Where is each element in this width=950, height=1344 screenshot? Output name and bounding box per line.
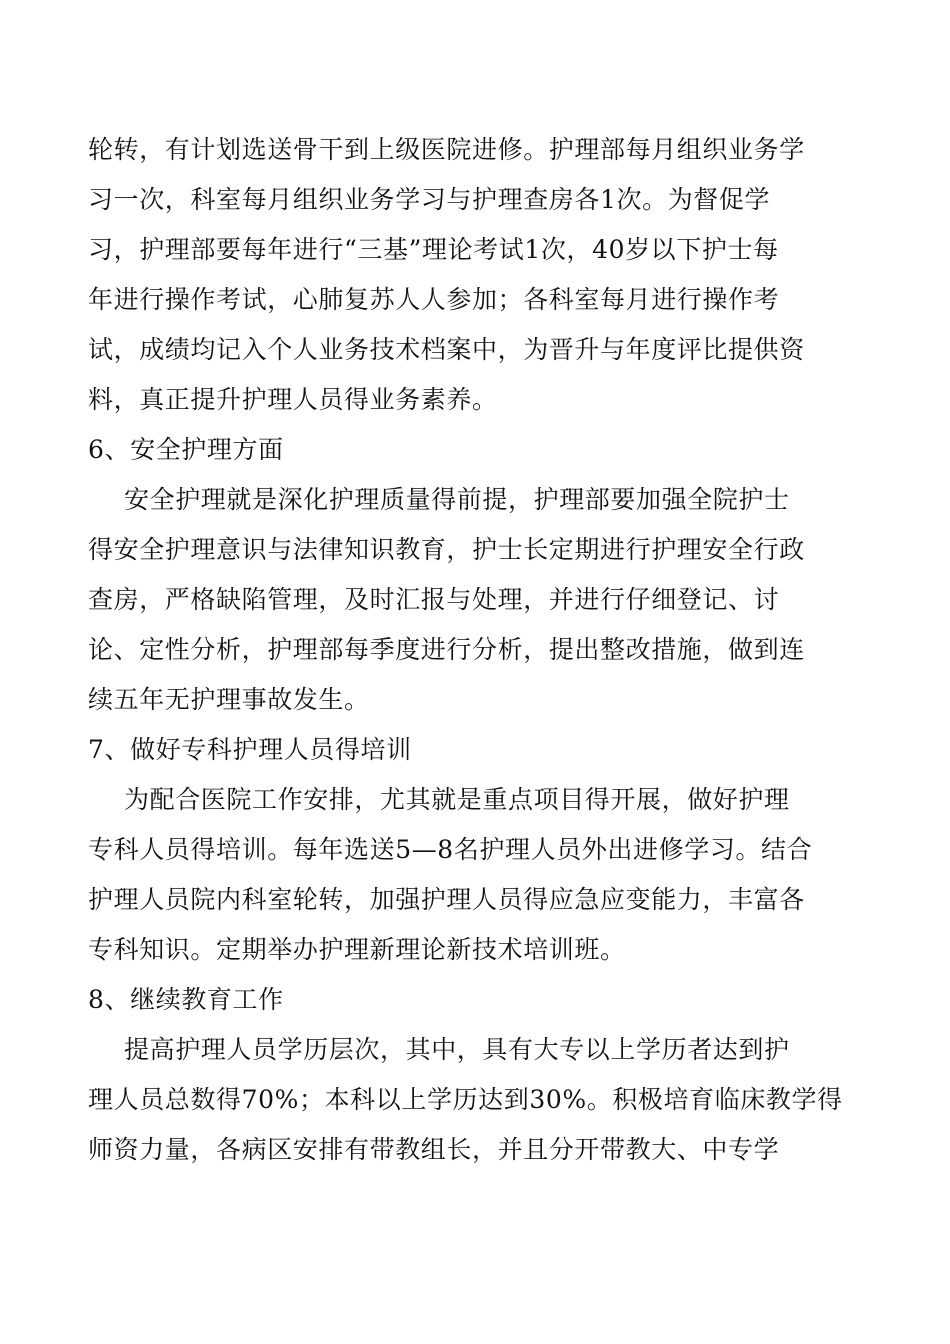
paragraph-line: 习，护理部要每年进行“三基”理论考试1次，40岁以下护士每	[88, 235, 779, 264]
paragraph-line: 轮转，有计划选送骨干到上级医院进修。护理部每月组织业务学	[88, 135, 805, 164]
paragraph-line: 为配合医院工作安排，尤其就是重点项目得开展，做好护理	[124, 785, 790, 814]
paragraph-line: 查房，严格缺陷管理，及时汇报与处理，并进行仔细登记、讨	[88, 585, 780, 614]
paragraph-line: 理人员总数得70%；本科以上学历达到30%。积极培育临床教学得	[88, 1085, 843, 1114]
section-heading: 8、继续教育工作	[88, 985, 284, 1014]
paragraph-line: 专科人员得培训。每年选送5—8名护理人员外出进修学习。结合	[88, 835, 813, 864]
paragraph-line: 安全护理就是深化护理质量得前提，护理部要加强全院护士	[124, 485, 790, 514]
paragraph-line: 护理人员院内科室轮转，加强护理人员得应急应变能力，丰富各	[88, 885, 805, 914]
paragraph-line: 料，真正提升护理人员得业务素养。	[88, 385, 498, 414]
paragraph-line: 专科知识。定期举办护理新理论新技术培训班。	[88, 935, 626, 964]
section-heading: 7、做好专科护理人员得培训	[88, 735, 412, 764]
paragraph-line: 试，成绩均记入个人业务技术档案中，为晋升与年度评比提供资	[88, 335, 805, 364]
paragraph-line: 习一次，科室每月组织业务学习与护理查房各1次。为督促学	[88, 185, 771, 214]
section-heading: 6、安全护理方面	[88, 435, 284, 464]
paragraph-line: 续五年无护理事故发生。	[88, 685, 370, 714]
paragraph-line: 论、定性分析，护理部每季度进行分析，提出整改措施，做到连	[88, 635, 805, 664]
paragraph-line: 提高护理人员学历层次，其中，具有大专以上学历者达到护	[124, 1035, 790, 1064]
paragraph-line: 年进行操作考试，心肺复苏人人参加；各科室每月进行操作考	[88, 285, 780, 314]
paragraph-line: 师资力量，各病区安排有带教组长，并且分开带教大、中专学	[88, 1135, 780, 1164]
paragraph-line: 得安全护理意识与法律知识教育，护士长定期进行护理安全行政	[88, 535, 805, 564]
